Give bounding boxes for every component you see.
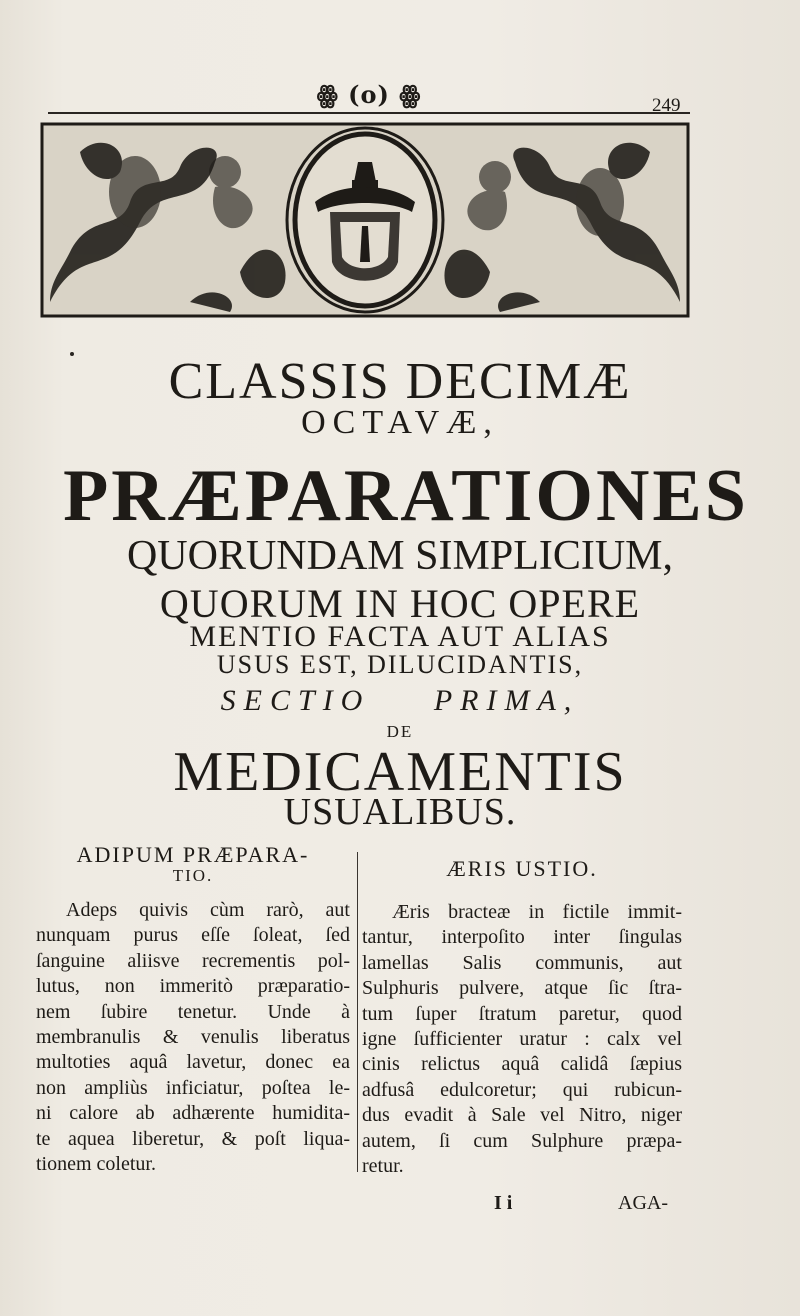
text-line: membranulis & venulis liberatus — [36, 1026, 350, 1049]
title-usualibus: USUALIBUS. — [283, 791, 517, 833]
text-line: tantur, interpoſito inter ſingulas — [362, 926, 682, 949]
right-column — [362, 848, 682, 1179]
title-quorundam: QUORUNDAM SIMPLICIUM, — [126, 533, 674, 579]
left-section-heading-cont: TIO. — [172, 866, 214, 885]
header-ornament: ꙮ (o) ꙮ — [316, 80, 422, 109]
left-paragraph — [36, 898, 350, 1177]
column-divider — [357, 852, 358, 1172]
title-quorum: QUORUM IN HOC OPERE — [159, 581, 641, 626]
page-number: 249 — [652, 95, 681, 116]
text-line: nem ſubire tenetur. Unde à — [36, 1000, 350, 1023]
right-section-heading: ÆRIS USTIO. — [446, 856, 598, 881]
left-section-heading: ADIPUM PRÆPARA- — [76, 842, 310, 867]
title-de: DE — [386, 722, 414, 741]
text-line: tum ſuper ſtratum paretur, quod — [362, 1002, 682, 1025]
text-line: nunquam purus eſſe ſoleat, ſed — [36, 924, 350, 947]
title-sectio: SECTIO PRIMA, — [220, 684, 580, 717]
left-column — [36, 842, 350, 1177]
text-line: ſanguine aliisve recrementis pol- — [36, 949, 350, 972]
headpiece-illustration — [40, 122, 690, 318]
woodcut-headpiece — [40, 122, 690, 318]
text-line: multoties aquâ lavetur, donec ea — [36, 1051, 350, 1074]
title-usus: USUS EST, DILUCIDANTIS, — [216, 650, 584, 679]
text-line: ni calore ab adhærente humidita- — [36, 1102, 350, 1125]
text-line: non ampliùs inficiatur, poſtea le- — [36, 1076, 350, 1099]
title-classis: CLASSIS DECIMÆ — [168, 353, 632, 410]
text-line: igne ſufficienter uratur : calx vel — [362, 1028, 682, 1051]
text-line: autem, ſi cum Sulphure præpa- — [362, 1129, 682, 1152]
title-praeparationes: PRÆPARATIONES — [63, 455, 749, 537]
text-line: Æris bracteæ in fictile immit- — [392, 901, 682, 923]
text-line: Adeps quivis cùm rarò, aut — [66, 899, 350, 921]
title-octavae: OCTAVÆ, — [301, 404, 499, 441]
text-line: tionem coletur. — [36, 1153, 156, 1176]
text-line: Sulphuris pulvere, atque ſic ſtra- — [362, 977, 682, 1000]
catchword: AGA- — [618, 1192, 668, 1214]
title-mentio: MENTIO FACTA AUT ALIAS — [189, 620, 611, 653]
right-paragraph — [362, 900, 682, 1179]
text-line: lamellas Salis communis, aut — [362, 951, 682, 974]
header-rule — [48, 112, 690, 114]
text-line: retur. — [362, 1155, 404, 1178]
text-line: adfusâ edulcoretur; qui rubicun- — [362, 1078, 682, 1101]
title-medicamentis: MEDICAMENTIS — [173, 741, 627, 803]
signature-mark: I i — [494, 1192, 513, 1214]
text-line: lutus, non immeritò præparatio- — [36, 975, 350, 998]
text-line: cinis relictus aquâ calidâ ſæpius — [362, 1053, 682, 1076]
text-line: dus evadit à Sale vel Nitro, niger — [362, 1104, 682, 1127]
text-line: te aquea liberetur, & poſt liqua- — [36, 1127, 350, 1150]
